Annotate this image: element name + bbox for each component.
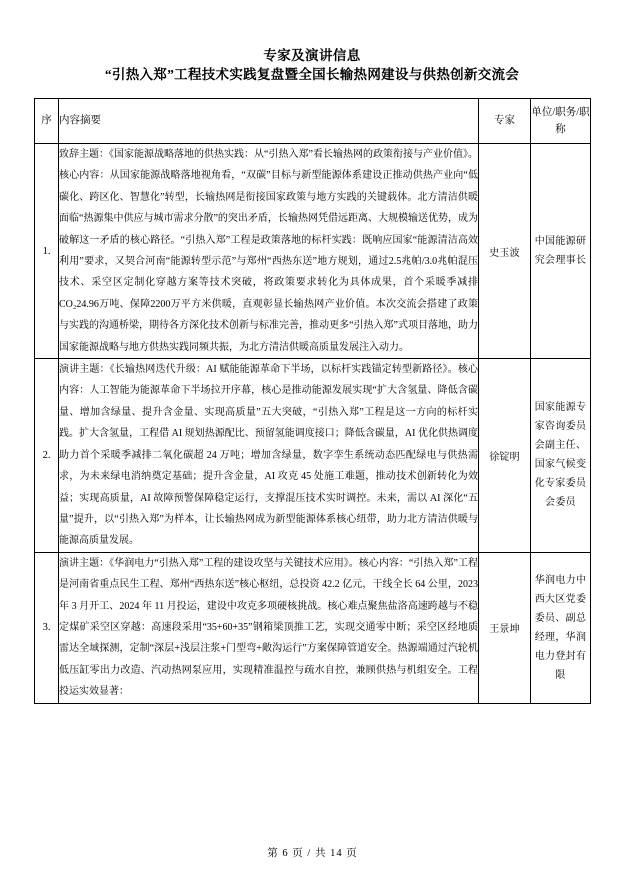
table-header-row: [35, 99, 591, 144]
page-footer: 第 6 页 / 共 14 页: [267, 848, 358, 859]
row-unit: 华润电力中西大区党委委员、副总经理，华润电力登封有限: [531, 552, 591, 703]
row-expert: 徐锭明: [479, 359, 531, 553]
expert-speech-table: [34, 98, 591, 704]
row-seq: 1.: [35, 144, 59, 359]
row-summary: 演讲主题：《长输热网迭代升级：AI 赋能能源革命下半场，以标杆实践锚定转型新路径》。核心内容：人工智能为能源革命下半场拉开序幕，核心是推动能源发展实现“扩大含氢量、降低含碳量、增加含绿量、提升含金量、实现高质量”五大突破，“引热入郑”工程是这一方向的标杆实践。扩大含氢量，工程借 AI 规划热源配比、预留氢能调度接口；降低含碳量，AI 优化供热调度助力首个采暖季减排二氧化碳超 24 万吨；增加含绿量，数字孪生系统动态匹配绿电与供热需求，为未来绿电消纳奠定基础；提升含金量，AI 攻克 45 处施工难题，推动技术创新转化为效益；实现高质量，AI 故障预警保障稳定运行，支撑混压技术实时调控。未来，需以 AI 深化“五量”提升，以“引热入郑”为样本，让长输热网成为新型能源体系核心纽带，助力北方清洁供暖与能源高质量发展。: [59, 359, 479, 553]
row-summary: 演讲主题：《华润电力“引热入郑”工程的建设攻坚与关键技术应用》。核心内容：“引热入郑”工程是河南省重点民生工程、郑州“西热东送”核心枢纽，总投资 42.2 亿元，干线全长 64 公里，2023 年 3 月开工、2024 年 11 月投运，建设中攻克多项硬核挑战。核心难点聚焦盐洛高速跨越与不稳定煤矿采空区穿越：高速段采用“35+60+35”钢箱梁顶推工艺，实现交通零中断；采空区经地质雷达全域探测，定制“深层+浅层注浆+门型弯+敞沟运行”方案保障管道安全。热源端通过汽轮机低压缸零出力改造、汽动热网泵应用，实现精准温控与疏水自控，兼顾供热与机组安全。工程投运实效显著：: [59, 552, 479, 703]
page-subtitle: “引热入郑”工程技术实践复盘暨全国长输热网建设与供热创新交流会: [104, 67, 520, 82]
row-expert: 王景坤: [479, 552, 531, 703]
row-unit: 中国能源研究会理事长: [531, 144, 591, 359]
row-seq: 3.: [35, 552, 59, 703]
row-seq: 2.: [35, 359, 59, 553]
document-title-block: [34, 46, 590, 85]
row-unit: 国家能源专家咨询委员会副主任、国家气候变化专家委员会委员: [531, 359, 591, 553]
column-header-expert: 专家: [479, 99, 531, 144]
table-row: [35, 144, 591, 359]
column-header-summary: 内容摘要: [59, 99, 479, 144]
row-expert: 史玉波: [479, 144, 531, 359]
row-summary: 致辞主题：《国家能源战略落地的供热实践：从“引热入郑”看长输热网的政策衔接与产业价值》。核心内容：从国家能源战略落地视角看，“双碳”目标与新型能源体系建设正推动供热产业向“低碳化、跨区化、智慧化”转型，长输热网是衔接国家政策与地方实践的关键载体。北方清洁供暖面临“热源集中供应与城市需求分散”的突出矛盾，长输热网凭借远距离、大规模输送优势，成为破解这一矛盾的核心路径。“引热入郑”工程是政策落地的标杆实践：既响应国家“能源清洁高效利用”要求，又契合河南“能源转型示范”与郑州“西热东送”地方规划，通过2.5兆帕/3.0兆帕混压技术、采空区定制化穿越方案等技术突破，将政策要求转化为具体成果，首个采暖季减排CO₂24.96万吨、保障2200万平方米供暖，直观彰显长输热网产业价值。本次交流会搭建了政策与实践的沟通桥梁，期待各方深化技术创新与标准完善，推动更多“引热入郑”式项目落地，助力国家能源战略与地方供热实践同频共振，为北方清洁供暖高质量发展注入动力。: [59, 144, 479, 359]
page-title: 专家及演讲信息: [263, 48, 361, 63]
table-row: [35, 552, 591, 703]
column-header-seq: 序: [35, 99, 59, 144]
column-header-unit: 单位/职务/职称: [531, 99, 591, 144]
table-row: [35, 359, 591, 553]
